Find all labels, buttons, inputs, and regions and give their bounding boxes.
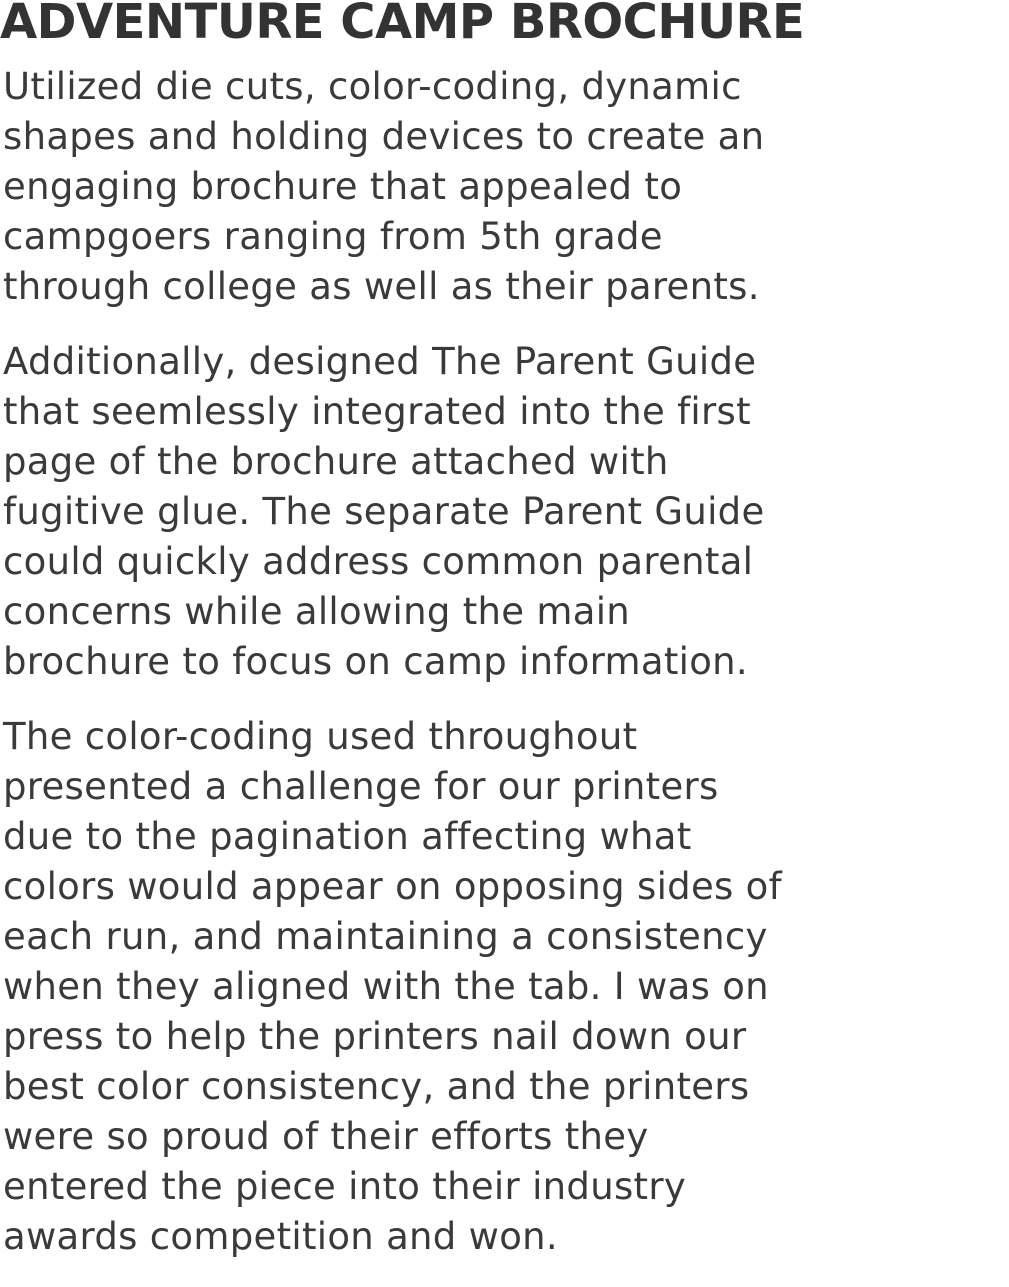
text-line: colors would appear on opposing sides of xyxy=(3,865,782,908)
text-line: campgoers ranging from 5th grade xyxy=(3,215,663,258)
text-line: Additionally, designed The Parent Guide xyxy=(3,340,757,383)
text-line: best color consistency, and the printers xyxy=(3,1065,750,1108)
paragraph-intro xyxy=(3,62,908,312)
text-line: when they aligned with the tab. I was on xyxy=(3,965,769,1008)
text-line: shapes and holding devices to create an xyxy=(3,115,765,158)
text-line: brochure to focus on camp information. xyxy=(3,640,748,683)
text-line: concerns while allowing the main xyxy=(3,590,631,633)
paragraph-color-coding xyxy=(3,712,908,1262)
text-line: presented a challenge for our printers xyxy=(3,765,719,808)
text-line: that seemlessly integrated into the first xyxy=(3,390,751,433)
text-line: through college as well as their parents. xyxy=(3,265,760,308)
text-line: each run, and maintaining a consistency xyxy=(3,915,768,958)
text-line: were so proud of their efforts they xyxy=(3,1115,649,1158)
text-line: fugitive glue. The separate Parent Guide xyxy=(3,490,765,533)
text-line: could quickly address common parental xyxy=(3,540,754,583)
text-line: awards competition and won. xyxy=(3,1215,558,1258)
page-title: ADVENTURE CAMP BROCHURE xyxy=(0,0,805,50)
text-line: engaging brochure that appealed to xyxy=(3,165,683,208)
text-line: due to the pagination affecting what xyxy=(3,815,692,858)
text-line: Utilized die cuts, color-coding, dynamic xyxy=(3,65,742,108)
text-line: page of the brochure attached with xyxy=(3,440,669,483)
paragraph-parent-guide xyxy=(3,337,908,687)
text-line: The color-coding used throughout xyxy=(3,715,638,758)
text-line: entered the piece into their industry xyxy=(3,1165,687,1208)
body-copy xyxy=(3,62,908,1287)
text-line: press to help the printers nail down our xyxy=(3,1015,747,1058)
